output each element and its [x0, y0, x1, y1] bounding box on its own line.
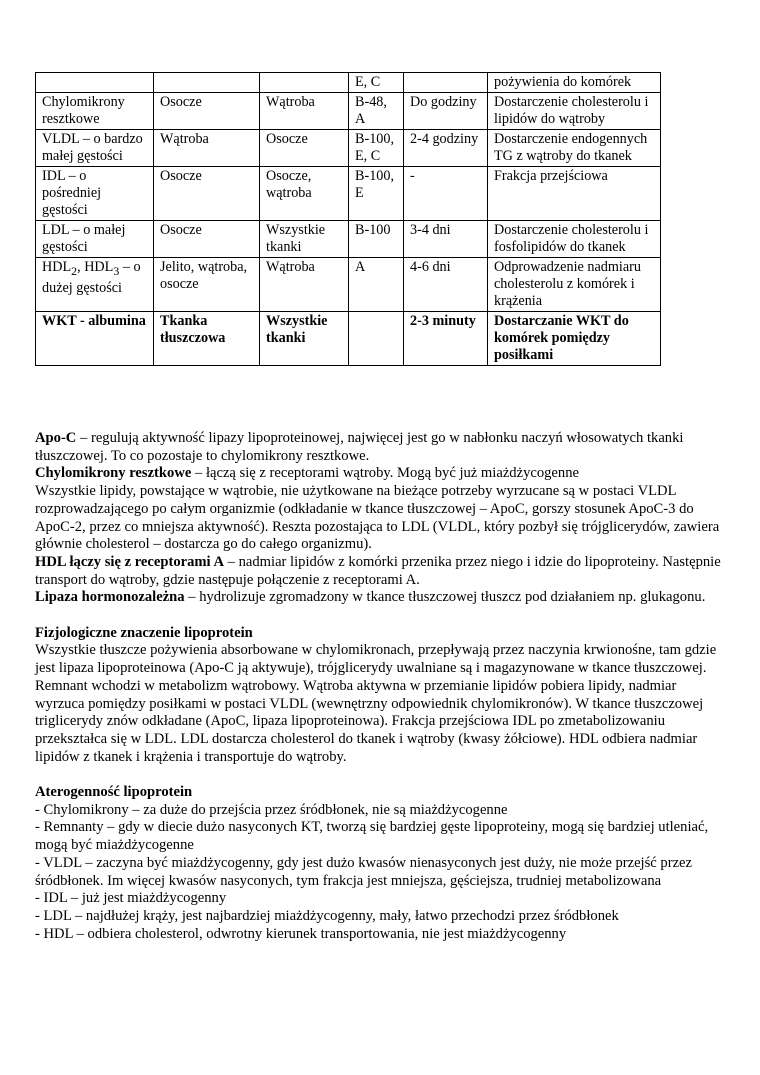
cell-origin: Jelito, wątroba, osocze [154, 258, 260, 312]
cell-apo: B-100 [349, 221, 404, 258]
apoc-text: – regulują aktywność lipazy lipoproteinowej, najwięcej jest go w nabłonku naczyń włosowatych tkanki tłuszczowej. To co pozostaje to chylomikrony resztkowe. [35, 430, 684, 464]
cell-target: Osocze, wątroba [260, 167, 349, 221]
paragraph-hdl [35, 554, 725, 589]
cell-target: Wszystkie tkanki [260, 312, 349, 366]
cell-function: Dostarczenie cholesterolu i lipidów do wątroby [488, 93, 661, 130]
cell-name: IDL – o pośredniej gęstości [36, 167, 154, 221]
heading-text: Fizjologiczne znaczenie lipoprotein [35, 624, 253, 641]
cell-name [36, 73, 154, 93]
cell-target [260, 73, 349, 93]
cell-time [404, 73, 488, 93]
cell-name: Chylomikrony resztkowe [36, 93, 154, 130]
list-item: - LDL – najdłużej krąży, jest najbardziej miażdżycogenny, mały, łatwo przechodzi przez śródbłonek [35, 907, 619, 924]
hdl-prefix: HDL [42, 259, 72, 275]
cell-time: 3-4 dni [404, 221, 488, 258]
cell-name: LDL – o małej gęstości [36, 221, 154, 258]
cell-function: pożywienia do komórek [488, 73, 661, 93]
cell-apo: B-100, E [349, 167, 404, 221]
table-row [36, 130, 661, 167]
cell-origin: Osocze [154, 221, 260, 258]
cell-apo: E, C [349, 73, 404, 93]
table-row [36, 258, 661, 312]
paragraph-chylomikrony [35, 465, 725, 483]
cell-apo [349, 312, 404, 366]
list-item: - Chylomikrony – za duże do przejścia przez śródbłonek, nie są miażdżycogenne [35, 801, 508, 818]
term-chylomikrony: Chylomikrony resztkowe [35, 465, 192, 482]
cell-target: Wątroba [260, 93, 349, 130]
cell-apo: B-48, A [349, 93, 404, 130]
term-hdl: HDL łączy się z receptorami A [35, 553, 224, 570]
cell-time: 2-3 minuty [404, 312, 488, 366]
lipoprotein-table [35, 72, 661, 366]
table-row [36, 93, 661, 130]
term-apoc: Apo-C [35, 430, 77, 446]
cell-origin: Wątroba [154, 130, 260, 167]
cell-function: Dostarczenie endogennych TG z wątroby do tkanek [488, 130, 661, 167]
table-row [36, 312, 661, 366]
cell-origin: Osocze [154, 93, 260, 130]
cell-time: 2-4 godziny [404, 130, 488, 167]
cell-time: 4-6 dni [404, 258, 488, 312]
section-heading-physiology [35, 625, 725, 643]
cell-target: Wszystkie tkanki [260, 221, 349, 258]
hdl-sub-3: 3 [113, 263, 120, 278]
cell-origin [154, 73, 260, 93]
cell-apo: A [349, 258, 404, 312]
table-row [36, 221, 661, 258]
section-heading-atherogenicity [35, 784, 725, 802]
paragraph-physiology: Wszystkie tłuszcze pożywienia absorbowane w chylomikronach, przepływają przez naczynia krwionośne, tam gdzie jest lipaza lipoproteinowa (Apo-C ją aktywuje), trójglicerydy uwalniane są i magazynowane w tkance tłuszczowej. Remnant wchodzi w metabolizm wątrobowy. Wątroba aktywna w przemianie lipidów pobiera lipidy, nadmiar wyrzuca pomiędzy posiłkami w postaci VLDL (wewnętrzny odpowiednik chylomikronów). W tkance tłuszczowej triglicerydy znów odkładane (ApoC, lipaza lipoproteinowa). Frakcja przejściowa IDL po zmetabolizowaniu przekształca się w LDL. LDL dostarcza cholesterol do tkanek i wątroby (kwasy żółciowe). HDL odbiera nadmiar lipidów z tkanek i krążenia i transportuje do wątroby. [35, 642, 717, 765]
spacer [35, 607, 725, 625]
cell-function: Dostarczenie cholesterolu i fosfolipidów do tkanek [488, 221, 661, 258]
spacer [35, 766, 725, 784]
hdl-mid: , HDL [77, 259, 114, 275]
cell-name: WKT - albumina [36, 312, 154, 366]
heading-text: Aterogenność lipoprotein [35, 784, 193, 801]
cell-target: Wątroba [260, 258, 349, 312]
list-item: - HDL – odbiera cholesterol, odwrotny kierunek transportowania, nie jest miażdżycogenny [35, 925, 567, 942]
list-item: - VLDL – zaczyna być miażdżycogenny, gdy jest dużo kwasów nienasyconych jest duży, nie może przejść przez śródbłonek. Im więcej kwasów nasyconych, tym frakcja jest mniejsza, gęściejsza, trudniej metabolizowana [35, 854, 693, 889]
cell-origin: Osocze [154, 167, 260, 221]
hdl-sub-2: 2 [71, 263, 78, 278]
table-row [36, 167, 661, 221]
cell-function: Dostarczanie WKT do komórek pomiędzy posiłkami [488, 312, 661, 366]
cell-origin: Tkanka tłuszczowa [154, 312, 260, 366]
cell-name: VLDL – o bardzo małej gęstości [36, 130, 154, 167]
hdl-suffix: – o dużej gęstości [42, 259, 141, 296]
cell-name [36, 258, 154, 312]
lipaza-text: – hydrolizuje zgromadzony w tkance tłuszczowej tłuszcz pod działaniem np. glukagonu. [184, 589, 706, 606]
chylomikrony-text: – łączą się z receptorami wątroby. Mogą być już miażdżycogenne [191, 465, 579, 482]
hdl-text: – nadmiar lipidów z komórki przenika przez niego i idzie do lipoproteiny. Następnie transport do wątroby, gdzie następuje połączenie z receptorami A. [35, 553, 721, 588]
list-item: - Remnanty – gdy w diecie dużo nasyconych KT, tworzą się bardziej gęste lipoproteiny, mogą się bardziej utleniać, mogą być miażdżycogenne [35, 819, 709, 854]
term-lipaza: Lipaza hormonozależna [35, 589, 185, 606]
cell-time: Do godziny [404, 93, 488, 130]
list-item: - IDL – już jest miażdżycogenny [35, 890, 227, 907]
paragraph-apoc [35, 430, 725, 465]
paragraph-lipaza [35, 589, 725, 607]
cell-time: - [404, 167, 488, 221]
cell-target: Osocze [260, 130, 349, 167]
cell-function: Frakcja przejściowa [488, 167, 661, 221]
paragraph-all-lipids: Wszystkie lipidy, powstające w wątrobie, nie użytkowane na bieżące potrzeby wyrzucane są w postaci VLDL rozprowadzającego po całym organizmie (odkładanie w tkance tłuszczowej – ApoC, gorszy stosunek ApoC-3 do ApoC-2, przez co mniejsza aktywność). Reszta pozostająca to LDL (VLDL, który pozbył się trójglicerydów, zawiera głównie cholesterol – dostarcza go do całego organizmu). [35, 483, 720, 553]
cell-apo: B-100, E, C [349, 130, 404, 167]
body-text [35, 430, 725, 943]
table-row [36, 73, 661, 93]
cell-function: Odprowadzenie nadmiaru cholesterolu z komórek i krążenia [488, 258, 661, 312]
